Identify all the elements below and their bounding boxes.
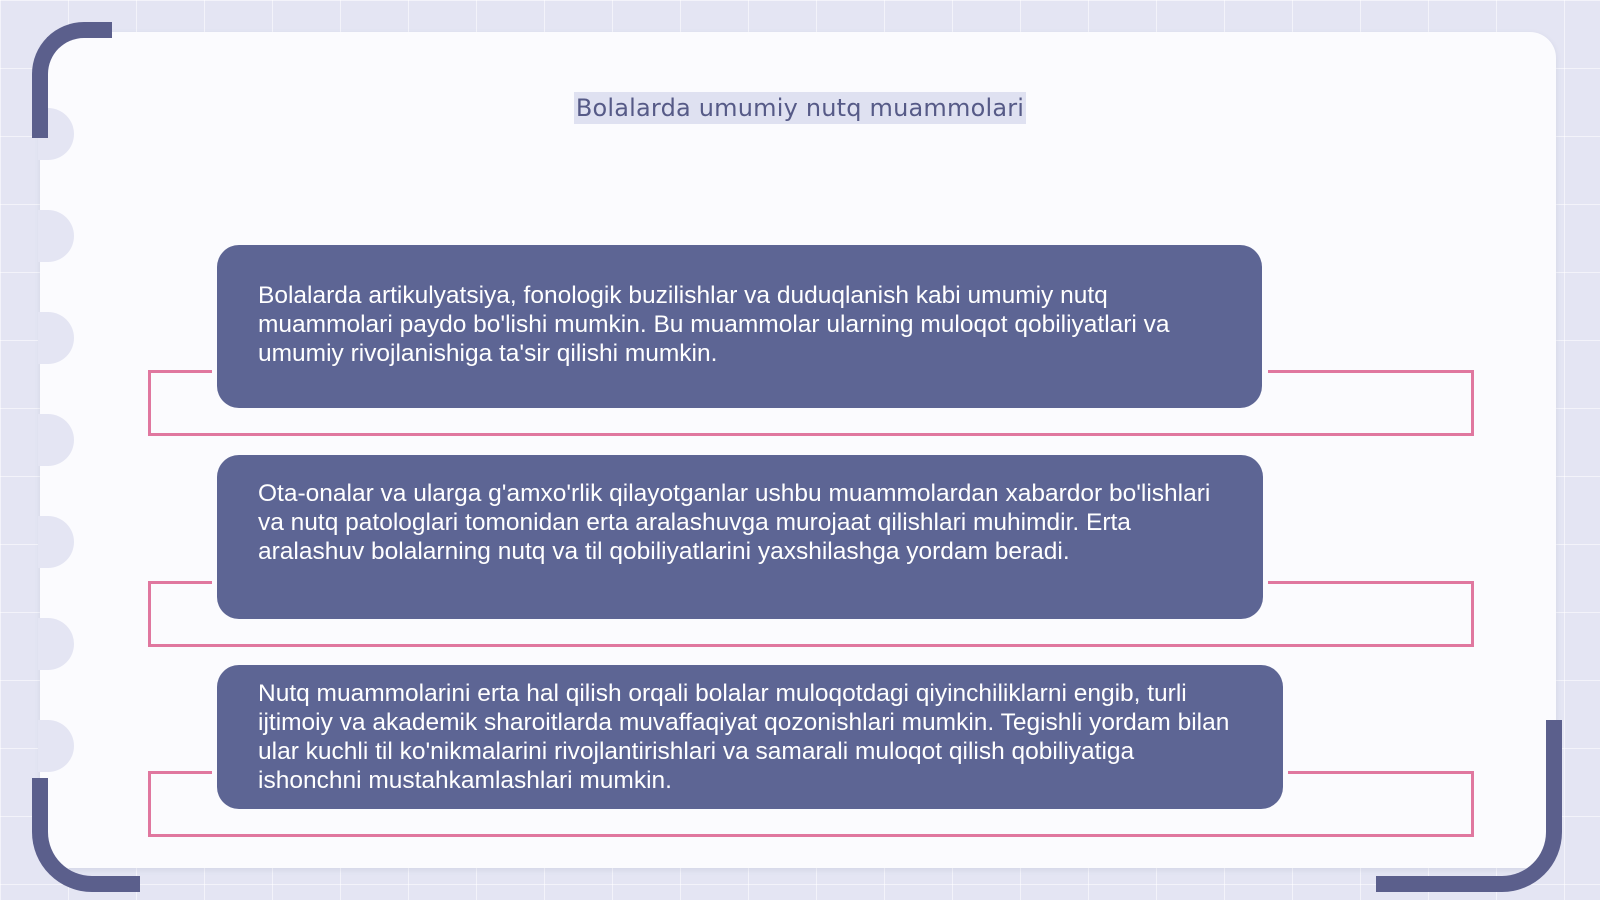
title-container [0, 92, 1600, 124]
info-card [217, 455, 1263, 619]
card-text: Nutq muammolarini erta hal qilish orqali bolalar muloqotdagi qiyinchiliklarni engib, turli ijtimoiy va akademik sharoitlarda muvaffaqiyat qozonishlari mumkin. Tegishli yordam bilan ular kuchli til ko'nikmalarini rivojlantirishlari va samarali muloqot qilish qobiliyatiga ishonchni mustahkamlashlari mumkin. [258, 680, 1230, 794]
slide-title: Bolalarda umumiy nutq muammolari [575, 94, 1025, 122]
card-text: Ota-onalar va ularga g'amxo'rlik qilayotganlar ushbu muammolardan xabardor bo'lishlari va nutq patologlari tomonidan erta aralashuvga murojaat qilishlari muhimdir. Erta aralashuv bolalarning nutq va til qobiliyatlarini yaxshilashga yordam beradi. [258, 480, 1211, 565]
info-card [217, 245, 1262, 408]
corner-bracket-bottom-left [32, 778, 140, 892]
info-card [217, 665, 1283, 809]
card-text: Bolalarda artikulyatsiya, fonologik buzilishlar va duduqlanish kabi umumiy nutq muammolari paydo bo'lishi mumkin. Bu muammolar ularning muloqot qobiliyatlari va umumiy rivojlanishiga ta'sir qilishi mumkin. [258, 282, 1170, 367]
